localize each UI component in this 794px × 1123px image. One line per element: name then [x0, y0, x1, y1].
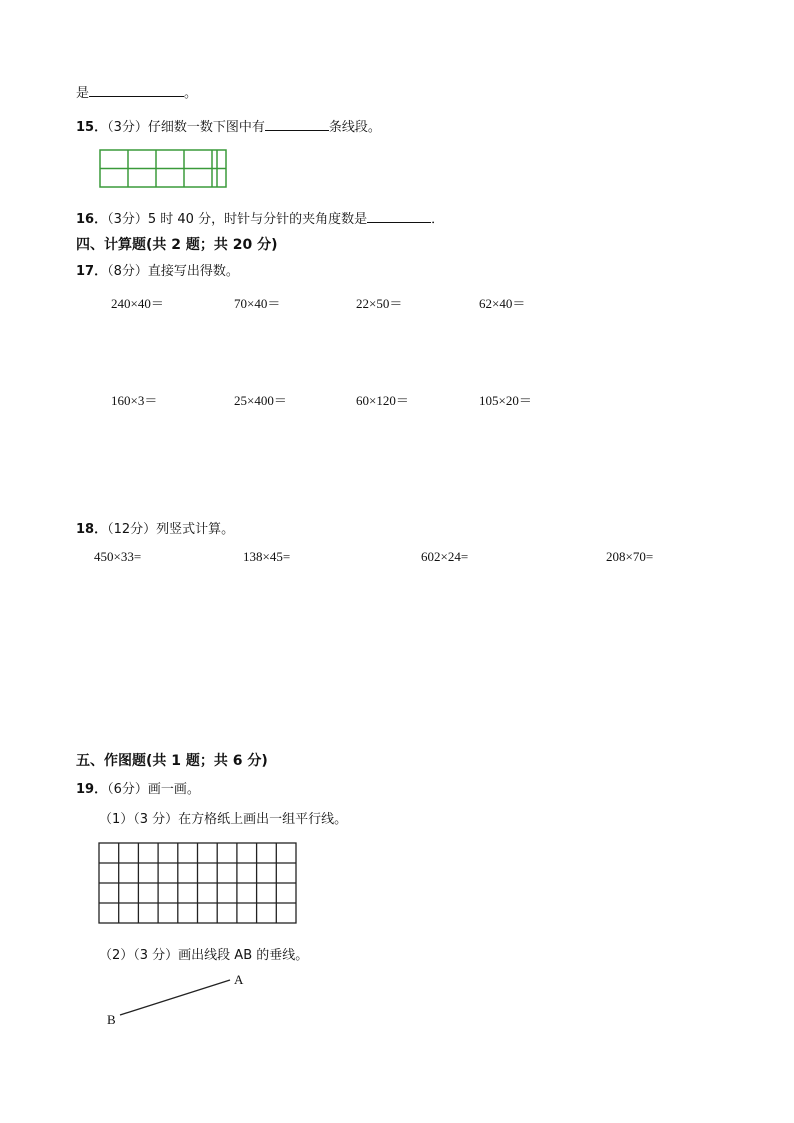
q17-score: （8分）: [107, 264, 148, 279]
point-a-label: A: [234, 972, 244, 987]
q16-number: 16．: [76, 212, 108, 227]
q17-text: 直接写出得数。: [147, 264, 239, 279]
q17-number: 17．: [76, 264, 108, 279]
q17-expr: 70×40＝: [234, 296, 281, 311]
q15-text-before: 仔细数一数下图中有: [147, 120, 265, 135]
q18-expr: 208×70=: [606, 549, 654, 564]
q19-square-grid[interactable]: [98, 842, 298, 924]
q19-text: 画一画。: [147, 782, 200, 797]
q18-text: 列竖式计算。: [156, 522, 235, 537]
question-16: [76, 208, 444, 227]
question-18: [76, 518, 234, 537]
q18-expr: 138×45=: [243, 549, 291, 564]
section-5-heading: 五、作图题(共 1 题；共 6 分): [76, 753, 268, 769]
q15-answer-blank[interactable]: [265, 118, 329, 131]
q15-number: 15．: [76, 120, 108, 135]
q16-suffix: ．: [431, 212, 445, 227]
q16-text: 5 时 40 分，时针与分针的夹角度数是: [147, 212, 368, 227]
section-4-heading: 四、计算题(共 2 题；共 20 分): [76, 237, 278, 253]
question-17: [76, 260, 239, 279]
q18-number: 18．: [76, 522, 108, 537]
q14-prefix: 是: [76, 86, 90, 101]
q19-number: 19．: [76, 782, 108, 797]
q18-expr: 450×33=: [94, 549, 142, 564]
q17-expr: 240×40＝: [111, 296, 164, 311]
q14-answer-blank[interactable]: [89, 84, 184, 97]
q15-text-after: 条线段。: [328, 120, 381, 135]
question-19: [76, 778, 200, 797]
q19-part-2: （2）（3 分）画出线段 AB 的垂线。: [99, 948, 309, 963]
q17-expr: 160×3＝: [111, 393, 158, 408]
q19-part-1: （1）（3 分）在方格纸上画出一组平行线。: [99, 812, 348, 827]
q17-expr: 25×400＝: [234, 393, 287, 408]
q17-expr: 60×120＝: [356, 393, 409, 408]
q18-score: （12分）: [107, 522, 157, 537]
q17-expr: 105×20＝: [479, 393, 532, 408]
q17-expr: 62×40＝: [479, 296, 526, 311]
q16-answer-blank[interactable]: [367, 210, 431, 223]
q14-suffix: 。: [184, 86, 198, 101]
question-15: [76, 116, 381, 135]
q14-tail: [76, 82, 197, 101]
q16-score: （3分）: [107, 212, 148, 227]
q19-score: （6分）: [107, 782, 148, 797]
q18-expr: 602×24=: [421, 549, 469, 564]
q17-expr: 22×50＝: [356, 296, 403, 311]
q15-segment-figure: [99, 149, 229, 189]
q15-score: （3分）: [107, 120, 148, 135]
point-b-label: B: [107, 1012, 116, 1027]
